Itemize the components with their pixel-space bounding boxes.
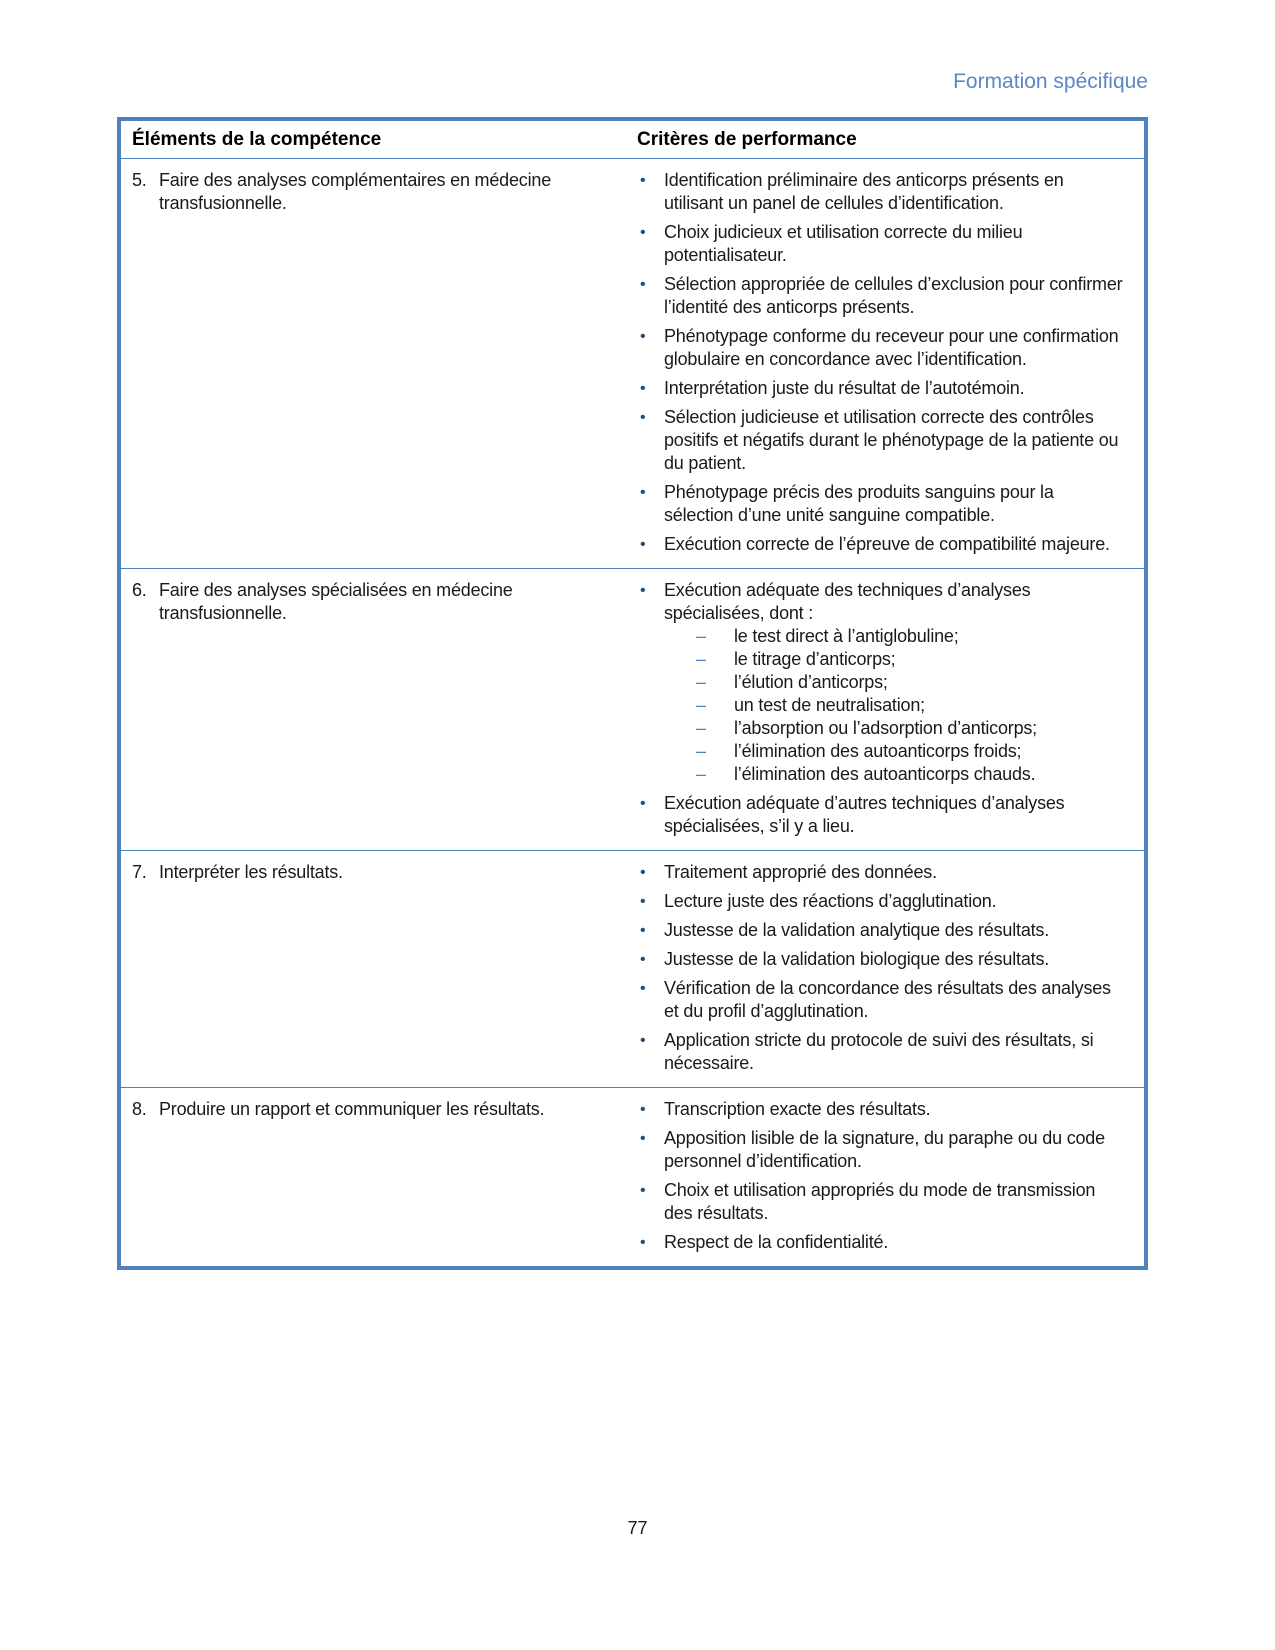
sub-criteria-text: le titrage d’anticorps; [734, 649, 896, 669]
criteria-item [636, 406, 1124, 475]
bullet-icon: • [640, 980, 646, 997]
criteria-cell [626, 569, 1146, 851]
criteria-item [636, 1179, 1124, 1225]
criteria-text: Apposition lisible de la signature, du paraphe ou du code personnel d’identification. [664, 1128, 1105, 1171]
criteria-item [636, 221, 1124, 267]
dash-icon: – [696, 626, 706, 646]
criteria-body [664, 579, 1124, 786]
criteria-text: Sélection appropriée de cellules d’exclusion pour confirmer l’identité des anticorps présents. [664, 274, 1123, 317]
element-text: Interpréter les résultats. [159, 862, 343, 882]
criteria-list [636, 1098, 1124, 1254]
criteria-item [636, 1127, 1124, 1173]
criteria-list [636, 861, 1124, 1075]
dash-icon: – [696, 672, 706, 692]
criteria-item [636, 481, 1124, 527]
bullet-icon: • [640, 795, 646, 812]
competence-table [117, 117, 1148, 1270]
criteria-cell [626, 159, 1146, 569]
criteria-item [636, 861, 1124, 884]
element-cell [119, 1088, 626, 1269]
criteria-text: Sélection judicieuse et utilisation correcte des contrôles positifs et négatifs durant le phénotypage de la patiente ou du patient. [664, 407, 1119, 473]
element-cell [119, 851, 626, 1088]
criteria-list [636, 579, 1124, 838]
sub-criteria-item [664, 717, 1124, 740]
bullet-icon: • [640, 951, 646, 968]
page-number: 77 [627, 1518, 648, 1538]
table-row [119, 569, 1146, 851]
element-number: 8. [132, 1099, 147, 1119]
element-number: 7. [132, 862, 147, 882]
sub-criteria-item [664, 648, 1124, 671]
table-header-row [119, 119, 1146, 159]
criteria-item [636, 533, 1124, 556]
element-number: 6. [132, 580, 147, 600]
bullet-icon: • [640, 582, 646, 599]
sub-criteria-text: un test de neutralisation; [734, 695, 925, 715]
criteria-text: Choix et utilisation appropriés du mode de transmission des résultats. [664, 1180, 1096, 1223]
bullet-icon: • [640, 380, 646, 397]
bullet-icon: • [640, 536, 646, 553]
criteria-text: Application stricte du protocole de suivi des résultats, si nécessaire. [664, 1030, 1094, 1073]
bullet-icon: • [640, 224, 646, 241]
criteria-list [636, 169, 1124, 556]
sub-criteria-list [664, 625, 1124, 786]
criteria-text: Interprétation juste du résultat de l’autotémoin. [664, 378, 1025, 398]
sub-criteria-text: l’élution d’anticorps; [734, 672, 888, 692]
table-row [119, 1088, 1146, 1269]
criteria-item [636, 579, 1124, 786]
bullet-icon: • [640, 1130, 646, 1147]
criteria-cell [626, 1088, 1146, 1269]
criteria-text: Choix judicieux et utilisation correcte du milieu potentialisateur. [664, 222, 1023, 265]
sub-criteria-item [664, 763, 1124, 786]
criteria-text: Vérification de la concordance des résultats des analyses et du profil d’agglutination. [664, 978, 1111, 1021]
sub-criteria-item [664, 625, 1124, 648]
table-row [119, 159, 1146, 569]
criteria-item [636, 948, 1124, 971]
dash-icon: – [696, 695, 706, 715]
bullet-icon: • [640, 922, 646, 939]
bullet-icon: • [640, 1032, 646, 1049]
criteria-text: Traitement approprié des données. [664, 862, 937, 882]
criteria-item [636, 890, 1124, 913]
running-header: Formation spécifique [953, 70, 1148, 93]
element-entry [132, 169, 618, 215]
sub-criteria-item [664, 671, 1124, 694]
criteria-text: Phénotypage conforme du receveur pour une confirmation globulaire en concordance avec l’identification. [664, 326, 1119, 369]
criteria-item [636, 169, 1124, 215]
bullet-icon: • [640, 276, 646, 293]
criteria-item [636, 792, 1124, 838]
bullet-icon: • [640, 893, 646, 910]
element-cell [119, 569, 626, 851]
table-row [119, 851, 1146, 1088]
sub-criteria-text: l’absorption ou l’adsorption d’anticorps; [734, 718, 1037, 738]
dash-icon: – [696, 718, 706, 738]
criteria-text: Lecture juste des réactions d’agglutination. [664, 891, 997, 911]
bullet-icon: • [640, 1182, 646, 1199]
element-entry [132, 1098, 618, 1121]
col-header-elements: Éléments de la compétence [119, 119, 626, 159]
bullet-icon: • [640, 484, 646, 501]
criteria-item [636, 325, 1124, 371]
criteria-item [636, 1029, 1124, 1075]
criteria-text: Respect de la confidentialité. [664, 1232, 889, 1252]
dash-icon: – [696, 741, 706, 761]
dash-icon: – [696, 649, 706, 669]
criteria-item [636, 1231, 1124, 1254]
sub-criteria-item [664, 740, 1124, 763]
criteria-text: Justesse de la validation biologique des résultats. [664, 949, 1050, 969]
criteria-text: Exécution adéquate d’autres techniques d’analyses spécialisées, s’il y a lieu. [664, 793, 1065, 836]
sub-criteria-text: l’élimination des autoanticorps froids; [734, 741, 1022, 761]
criteria-item [636, 1098, 1124, 1121]
element-number: 5. [132, 170, 147, 190]
element-cell [119, 159, 626, 569]
criteria-item [636, 977, 1124, 1023]
sub-criteria-item [664, 694, 1124, 717]
element-entry [132, 861, 618, 884]
dash-icon: – [696, 764, 706, 784]
criteria-text: Transcription exacte des résultats. [664, 1099, 931, 1119]
criteria-item [636, 919, 1124, 942]
bullet-icon: • [640, 172, 646, 189]
element-text: Faire des analyses complémentaires en médecine transfusionnelle. [159, 170, 552, 213]
criteria-text: Phénotypage précis des produits sanguins pour la sélection d’une unité sanguine compatible. [664, 482, 1054, 525]
criteria-text: Exécution adéquate des techniques d’analyses spécialisées, dont : [664, 580, 1031, 623]
col-header-criteres: Critères de performance [626, 119, 1146, 159]
bullet-icon: • [640, 1101, 646, 1118]
sub-criteria-text: le test direct à l’antiglobuline; [734, 626, 959, 646]
bullet-icon: • [640, 864, 646, 881]
sub-criteria-text: l’élimination des autoanticorps chauds. [734, 764, 1036, 784]
bullet-icon: • [640, 409, 646, 426]
criteria-text: Justesse de la validation analytique des résultats. [664, 920, 1050, 940]
element-text: Faire des analyses spécialisées en médecine transfusionnelle. [159, 580, 513, 623]
criteria-text: Exécution correcte de l’épreuve de compatibilité majeure. [664, 534, 1110, 554]
criteria-item [636, 273, 1124, 319]
criteria-text: Identification préliminaire des anticorps présents en utilisant un panel de cellules d’identification. [664, 170, 1064, 213]
bullet-icon: • [640, 328, 646, 345]
criteria-cell [626, 851, 1146, 1088]
element-text: Produire un rapport et communiquer les résultats. [159, 1099, 545, 1119]
criteria-item [636, 377, 1124, 400]
bullet-icon: • [640, 1234, 646, 1251]
element-entry [132, 579, 618, 625]
